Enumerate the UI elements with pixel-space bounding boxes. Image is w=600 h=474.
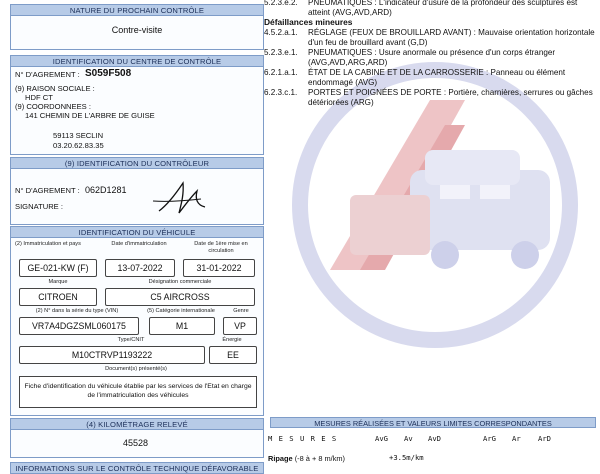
immat-value: GE-021-KW (F) <box>19 259 97 277</box>
bottom-header: INFORMATIONS SUR LE CONTRÔLE TECHNIQUE DÉFAVORABLE <box>11 463 263 474</box>
bottom-section <box>10 462 264 474</box>
docs-value: Fiche d'identification du véhicule établie par les services de l'Etat en charge de l'immatriculation des véhicules <box>19 376 257 408</box>
vehicule-header: IDENTIFICATION DU VÉHICULE <box>11 227 263 238</box>
controleur-agrement-label: N° D'AGREMENT : <box>15 186 80 195</box>
date-immat-value: 13-07-2022 <box>105 259 175 277</box>
measures-col-av: Av <box>404 434 413 443</box>
defect-text: PNEUMATIQUES : L'indicateur d'usure de la profondeur des sculptures est atteint (AVG,AVD,ARD) <box>308 0 578 17</box>
ripage-row <box>268 454 345 463</box>
defect-item-major-1 <box>264 0 600 18</box>
centre-section <box>10 55 264 155</box>
raison-label: (9) RAISON SOCIALE : <box>15 84 95 93</box>
categorie-caption: (5) Catégorie internationale <box>147 308 215 314</box>
ripage-label: Ripage <box>268 454 293 463</box>
measures-row-label: M E S U R E S <box>268 434 338 443</box>
marque-caption: Marque <box>48 279 68 285</box>
nature-value: Contre-visite <box>111 25 163 35</box>
ripage-limit: (-8 à + 8 m/km) <box>294 454 346 463</box>
ripage-value: +3.5m/km <box>389 453 424 462</box>
genre-caption: Genre <box>233 308 249 314</box>
kilometrage-header: (4) KILOMÉTRAGE RELEVÉ <box>11 419 263 430</box>
handwritten-signature <box>151 175 211 217</box>
type-caption: Type/CNIT <box>117 337 145 343</box>
marque-value: CITROEN <box>19 288 97 306</box>
nature-section <box>10 4 264 50</box>
defect-code: 6.2.3.c.1. <box>264 88 298 97</box>
date-immat-caption: Date d'immatriculation <box>111 241 167 247</box>
type-value: M10CTRVP1193222 <box>19 346 205 364</box>
defect-item-minor-2 <box>264 48 600 68</box>
measures-col-ard: ArD <box>538 434 551 443</box>
measures-col-avd: AvD <box>428 434 441 443</box>
vehicule-section <box>10 226 264 416</box>
defect-text: PNEUMATIQUES : Usure anormale ou présence d'un corps étranger (AVG,AVD,ARG,ARD) <box>308 48 556 67</box>
raison-value: HDF CT <box>25 93 53 102</box>
defect-item-minor-4 <box>264 88 600 108</box>
measures-header: MESURES RÉALISÉES ET VALEURS LIMITES CORRESPONDANTES <box>270 417 596 428</box>
defect-code: 6.2.1.a.1. <box>264 68 298 77</box>
defect-item-minor-1 <box>264 28 600 48</box>
defect-code: 4.5.2.a.1. <box>264 28 298 37</box>
nature-header: NATURE DU PROCHAIN CONTRÔLE <box>11 5 263 16</box>
controleur-header: (9) IDENTIFICATION DU CONTRÔLEUR <box>11 158 263 169</box>
energie-value: EE <box>209 346 257 364</box>
centre-agrement-label: N° D'AGREMENT : <box>15 70 80 79</box>
controleur-section <box>10 157 264 225</box>
controleur-agrement-value: 062D1281 <box>85 185 127 195</box>
vin-caption: (2) N° dans la série du type (VIN) <box>35 308 119 314</box>
measures-col-arg: ArG <box>483 434 496 443</box>
vin-value: VR7A4DGZSML060175 <box>19 317 139 335</box>
energie-caption: Énergie <box>222 337 242 343</box>
date-first-value: 31-01-2022 <box>183 259 255 277</box>
defect-text: PORTES ET POIGNÉES DE PORTE : Portière, charnières, serrures ou gâches détériorées (ARG) <box>308 88 593 107</box>
docs-caption: Document(s) présenté(s) <box>105 366 167 372</box>
kilometrage-value: 45528 <box>123 438 149 448</box>
defect-code: 5.2.3.e.1. <box>264 48 298 57</box>
right-column <box>264 0 600 470</box>
defect-item-minor-3 <box>264 68 600 88</box>
centre-header: IDENTIFICATION DU CENTRE DE CONTRÔLE <box>11 56 263 67</box>
centre-address: 141 CHEMIN DE L'ARBRE DE GUISE <box>25 111 155 120</box>
centre-agrement-value: S059F508 <box>85 68 132 79</box>
defect-text: ÉTAT DE LA CABINE ET DE LA CARROSSERIE : Panneau ou élément endommagé (AVG) <box>308 68 566 87</box>
immat-caption: (2) Immatriculation et pays <box>15 241 81 247</box>
categorie-value: M1 <box>149 317 215 335</box>
genre-value: VP <box>223 317 257 335</box>
date-first-caption: Date de 1ère mise en circulation <box>194 241 248 254</box>
defect-text: RÉGLAGE (FEUX DE BROUILLARD AVANT) : Mauvaise orientation horizontale d'un feu de brouillard avant (G,D) <box>308 28 595 47</box>
signature-label: SIGNATURE : <box>15 202 63 211</box>
kilometrage-section <box>10 418 264 458</box>
designation-value: C5 AIRCROSS <box>105 288 255 306</box>
measures-col-avg: AvG <box>375 434 388 443</box>
minor-defects-title: Défaillances mineures <box>264 17 353 27</box>
centre-phone: 03.20.62.83.35 <box>53 141 104 150</box>
defect-code: 5.2.3.e.2. <box>264 0 298 7</box>
designation-caption: Désignation commerciale <box>148 279 212 285</box>
measures-col-ar: Ar <box>512 434 521 443</box>
coord-label: (9) COORDONNEES : <box>15 102 91 111</box>
centre-city: 59113 SECLIN <box>53 131 104 140</box>
